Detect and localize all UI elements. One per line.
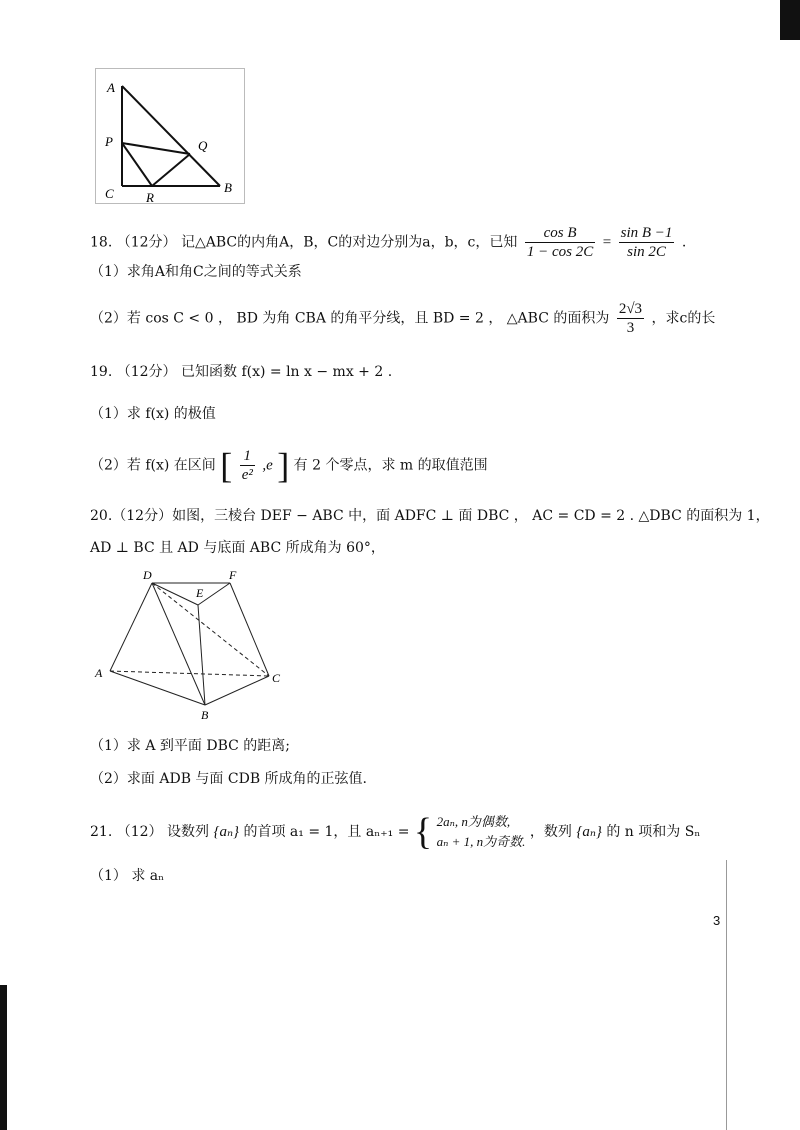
piecewise-cases xyxy=(437,812,526,852)
q18-area-num: 2√3 xyxy=(618,301,643,317)
q18-right-den: sin 2C xyxy=(627,244,666,260)
q21-line xyxy=(90,812,700,852)
q19-part2 xyxy=(90,447,488,484)
q21-points: （12） xyxy=(116,824,163,840)
q19-interval-num: 1 xyxy=(240,447,255,466)
q18-points: （12分） xyxy=(116,234,177,251)
label-C: C xyxy=(272,671,281,685)
q21-intro-d: 的 n 项和为 Sₙ xyxy=(606,824,701,840)
q18-part2-a: （2）若 cos C < 0 ， BD 为角 CBA 的角平分线，且 BD = 2 ， △ABC 的面积为 xyxy=(90,310,610,327)
label-C: C xyxy=(105,186,114,201)
q20-part1: （1）求 A 到平面 DBC 的距离; xyxy=(90,738,291,754)
label-Q: Q xyxy=(198,138,208,153)
q21-intro-b: 的首项 a₁ = 1，且 aₙ₊₁ = xyxy=(243,824,410,840)
label-F: F xyxy=(229,568,237,582)
q20-line2: AD ⊥ BC 且 AD 与底面 ABC 所成角为 60°， xyxy=(90,540,385,556)
frustum-figure xyxy=(90,565,300,725)
q18-number: 18. xyxy=(90,234,113,251)
scan-edge-left-bottom xyxy=(0,985,7,1130)
q18-part1: （1）求角A和角C之间的等式关系 xyxy=(90,264,302,280)
q18-area-fraction xyxy=(617,300,644,337)
q20-line1: 20.（12分）如图，三棱台 DEF − ABC 中，面 ADFC ⊥ 面 DBC ， AC = CD = 2 . △DBC 的面积为 1， xyxy=(90,508,770,524)
q19-part1: （1）求 f(x) 的极值 xyxy=(90,406,216,422)
left-bracket: [ xyxy=(220,445,233,486)
triangle-figure xyxy=(95,68,245,204)
q18-part2-b: ，求c的长 xyxy=(651,310,716,327)
q19-intro: 已知函数 f(x) = ln x − mx + 2 . xyxy=(181,364,393,380)
q18-formula-right xyxy=(619,224,675,261)
label-D: D xyxy=(143,568,152,582)
scan-edge-top-right xyxy=(780,0,800,40)
piecewise-case-odd: aₙ + 1, n为奇数. xyxy=(436,834,526,849)
q21-intro-c: ，数列 xyxy=(529,824,572,840)
q18-intro: 记△ABC的内角A，B，C的对边分别为a，b，c，已知 xyxy=(181,234,518,251)
q19-interval-tail: ,e xyxy=(262,457,273,474)
piecewise-definition xyxy=(414,812,526,852)
label-P: P xyxy=(105,134,113,149)
page-number: 3 xyxy=(713,913,721,928)
q18-left-den: 1 − cos 2C xyxy=(526,244,594,260)
q19-line xyxy=(90,362,392,382)
q19-part2-b: 有 2 个零点，求 m 的取值范围 xyxy=(293,457,488,474)
label-B: B xyxy=(201,708,209,722)
q18-left-num: cos B xyxy=(525,224,595,243)
q19-number: 19. xyxy=(90,364,113,380)
q19-interval-fraction xyxy=(240,447,255,484)
q19-interval-den: e² xyxy=(241,467,253,483)
left-brace: { xyxy=(413,811,433,853)
label-R: R xyxy=(146,190,154,204)
label-A: A xyxy=(95,666,103,680)
equals-sign: = xyxy=(602,234,612,251)
label-A: A xyxy=(107,80,115,95)
q21-intro-a: 设数列 xyxy=(167,824,209,840)
period: . xyxy=(681,234,687,251)
q18-right-num: sin B −1 xyxy=(620,225,673,241)
q18-part2 xyxy=(90,300,715,337)
q21-seq-2: {aₙ} xyxy=(576,824,602,840)
q18-area-den: 3 xyxy=(626,320,635,336)
q18-line xyxy=(90,224,686,261)
label-B: B xyxy=(224,180,232,195)
q21-number: 21. xyxy=(90,824,113,840)
q19-part2-a: （2）若 f(x) 在区间 xyxy=(90,457,216,474)
q18-formula-left xyxy=(525,224,595,261)
piecewise-case-even: 2aₙ, n为偶数, xyxy=(436,814,511,829)
q21-seq: {aₙ} xyxy=(213,824,240,840)
right-bracket: ] xyxy=(277,445,290,486)
q20-part2: （2）求面 ADB 与面 CDB 所成角的正弦值. xyxy=(90,771,368,787)
q21-part1: （1） 求 aₙ xyxy=(90,868,165,884)
label-E: E xyxy=(196,586,204,600)
q19-points: （12分） xyxy=(116,364,177,380)
scan-edge-right-line xyxy=(726,860,727,1130)
